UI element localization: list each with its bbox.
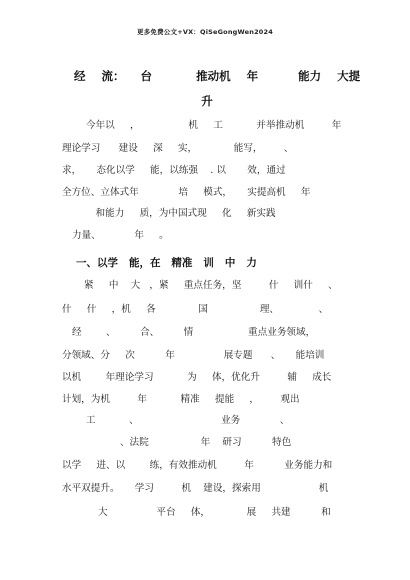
paragraph-line: 紧 中 大 ，紧 重点任务，坚 什 训什 、 [84,280,338,291]
paragraph-line: 大 平台 体， 展 共建 和 [98,507,331,518]
paragraph-line: 力量、 年 。 [72,230,169,241]
paragraph-line: 求， 态化以学 能，以练强 . 以 效，通过 [62,165,286,176]
paragraph-line: 理论学习 建设 深 实， 能写， 、 [62,143,294,154]
paragraph-line: 什 什 ，机 各 国 理、 、 [62,304,329,315]
paragraph-line: 分领域、分 次 年 展专题 、 能培训 [62,350,325,361]
paragraph-line: 水平双提升。 学习 机 建设，探索用 机 [62,483,329,494]
document-title-line-1: 经 流： 台 推动机 年 能力 大提 [74,69,361,83]
paragraph-line: 、法院 年 研习 特色 [62,437,292,448]
paragraph-line: 工 、 业务 、 [86,415,290,426]
paragraph-line: 以机 年理论学习 为 体，优化升 辅 成长 [62,372,332,383]
paragraph-line: 全方位、立体式年 培 模式， 实提高机 年 [62,187,311,198]
paragraph-line: 和能力 质，为中国式现 化 新实践 [62,208,276,219]
watermark-header: 更多免费公文+VX：QiSeGongWen2024 [137,28,273,36]
paragraph-line: 今年以 ， 机 工 并举推动机 年 [86,120,342,131]
paragraph-line: 经 、 合、 情 重点业务领域， [72,327,316,338]
paragraph-line: 计划，为机 年 精准 提能 ， 观出 [62,394,300,405]
document-title-line-2: 升 [201,94,213,108]
paragraph-line: 以学 进、以 练，有效推动机 年 业务能力和 [62,460,333,471]
section-heading: 一、以学 能，在 精准 训 中 力 [76,257,257,269]
